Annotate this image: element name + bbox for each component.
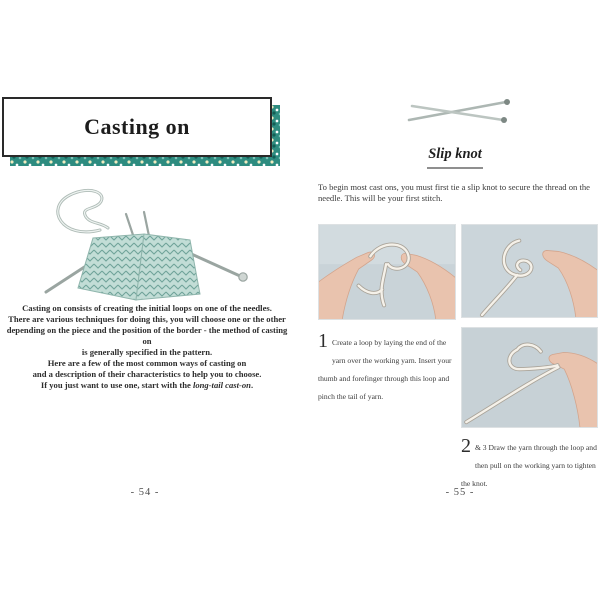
step-text: & 3 Draw the yarn through the loop and then pull on the working yarn to tighten the knot. [461, 443, 597, 488]
section-heading: Slip knot [428, 146, 482, 162]
heading-rule [427, 167, 483, 169]
step-number: 2 [461, 435, 471, 457]
last-line-prefix: If you just want to use one, start with the [40, 380, 193, 390]
step-number: 1 [318, 330, 328, 352]
last-line-italic-term: long-tail cast-on [192, 380, 251, 390]
hand-holding-yarn-loop-photo [462, 225, 597, 317]
paragraph-line: is generally specified in the pattern. [81, 347, 213, 357]
step-text: Create a loop by laying the end of the yarn over the working yarn. Insert your thumb and forefinger through this loop and pinch the tail of yarn. [318, 338, 452, 401]
last-line-suffix: . [250, 380, 254, 390]
step-photo-2 [461, 224, 598, 318]
paragraph-line: Casting on consists of creating the initial loops on one of the needles. [22, 303, 272, 313]
crossed-knitting-needles-icon [405, 93, 517, 135]
chapter-intro-paragraph [5, 303, 289, 391]
paragraph-line: Here are a few of the most common ways of casting on [47, 358, 247, 368]
hand-tightening-slip-knot-photo [462, 328, 597, 427]
paragraph-line: depending on the piece and the position of the border - the method of casting on [6, 325, 288, 346]
paragraph-line-last [5, 380, 289, 391]
step-photo-1 [318, 224, 456, 320]
page-number-left: - 54 - [130, 487, 160, 498]
step-caption-2 [461, 437, 600, 491]
knitted-swatch-on-needles-icon [38, 186, 253, 304]
step-caption-1 [318, 332, 459, 404]
page-number-right: - 55 - [445, 487, 475, 498]
chapter-title: Casting on [84, 114, 190, 139]
hands-forming-yarn-loop-photo [319, 225, 455, 319]
paragraph-line: There are various techniques for doing this, you will choose one or the other [8, 314, 286, 324]
paragraph-line: and a description of their characteristics to help you to choose. [32, 369, 262, 379]
step-photo-3 [461, 327, 598, 428]
section-intro: To begin most cast ons, you must first tie a slip knot to secure the thread on the needle. This will be your first stitch. [318, 182, 590, 203]
chapter-title-box [2, 97, 272, 157]
